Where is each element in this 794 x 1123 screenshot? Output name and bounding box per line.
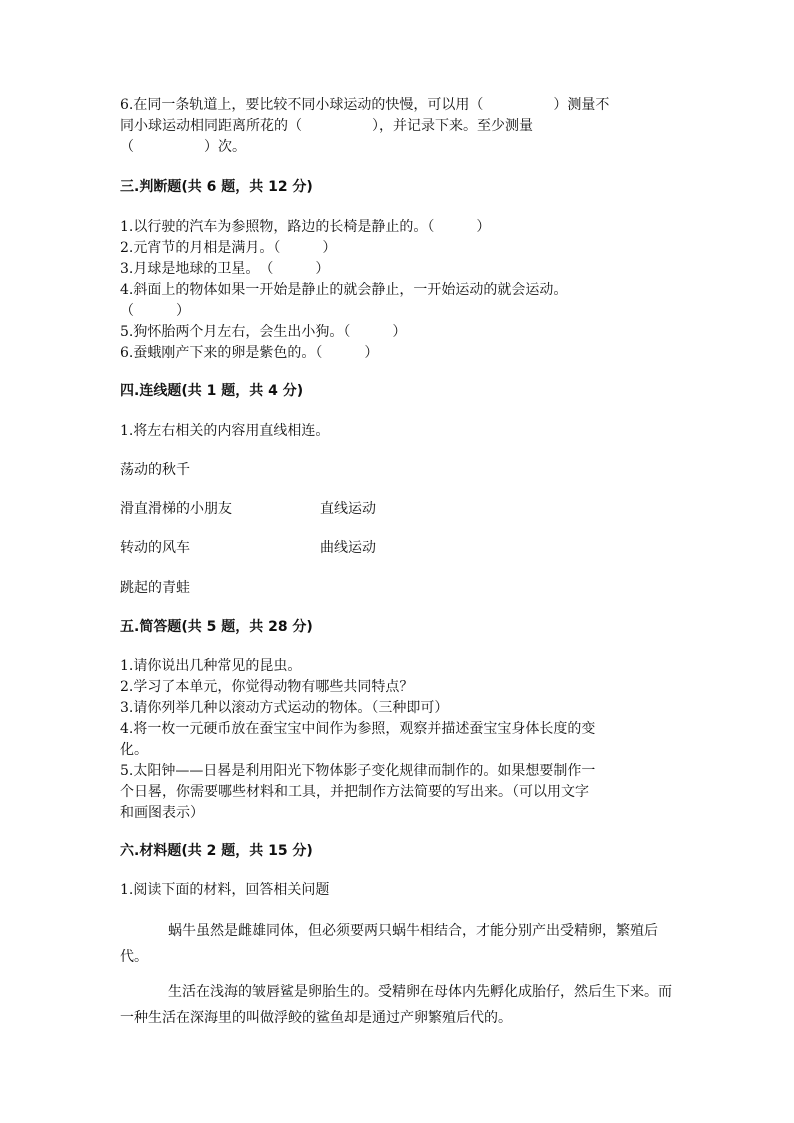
judgement-item: 2.元宵节的月相是满月。（ ） <box>120 240 337 256</box>
text-line: （ ）次。 <box>120 139 246 155</box>
short-answer-item: 和画图表示） <box>120 805 204 821</box>
section-title-judgement: 三.判断题(共 6 题，共 12 分) <box>120 179 313 195</box>
section-title-material: 六.材料题(共 2 题，共 15 分) <box>120 843 313 859</box>
material-question: 1.阅读下面的材料，回答相关问题 <box>120 882 330 898</box>
judgement-item: （ ） <box>120 303 190 319</box>
text-line: 同小球运动相同距离所花的（ ），并记录下来。至少测量 <box>120 118 533 134</box>
short-answer-item: 3.请你列举几种以滚动方式运动的物体。（三种即可） <box>120 700 449 716</box>
matching-left-item: 滑直滑梯的小朋友 <box>120 501 232 517</box>
judgement-item: 1.以行驶的汽车为参照物，路边的长椅是静止的。（ ） <box>120 219 491 235</box>
short-answer-item: 1.请你说出几种常见的昆虫。 <box>120 658 302 674</box>
judgement-question-list <box>120 217 676 364</box>
matching-right-item: 曲线运动 <box>320 540 376 556</box>
matching-right-item: 直线运动 <box>320 501 376 517</box>
question-6-fill-blank <box>120 95 676 158</box>
material-paragraph: 生活在浅海的皱唇鲨是卵胎生的。受精卵在母体内先孵化成胎仔，然后生下来。而一种生活在深海里的叫做浮鲛的鲨鱼却是通过产卵繁殖后代的。 <box>120 984 672 1026</box>
short-answer-item: 2.学习了本单元，你觉得动物有哪些共同特点？ <box>120 679 414 695</box>
judgement-item: 5.狗怀胎两个月左右，会生出小狗。（ ） <box>120 324 407 340</box>
section-title-matching: 四.连线题(共 1 题，共 4 分) <box>120 383 304 399</box>
judgement-item: 3.月球是地球的卫星。 （ ） <box>120 261 330 277</box>
matching-left-item: 荡动的秋千 <box>120 462 190 478</box>
section-title-short-answer: 五.简答题(共 5 题，共 28 分) <box>120 619 313 635</box>
text-line: 6.在同一条轨道上，要比较不同小球运动的快慢，可以用（ ）测量不 <box>120 97 610 113</box>
matching-question: 1.将左右相关的内容用直线相连。 <box>120 423 330 439</box>
matching-left-item: 跳起的青蛙 <box>120 580 190 596</box>
short-answer-item: 化。 <box>120 742 148 758</box>
judgement-item: 4.斜面上的物体如果一开始是静止的就会静止，一开始运动的就会运动。 <box>120 282 568 298</box>
short-answer-item: 4.将一枚一元硬币放在蚕宝宝中间作为参照，观察并描述蚕宝宝身体长度的变 <box>120 721 596 737</box>
short-answer-item: 个日晷，你需要哪些材料和工具，并把制作方法简要的写出来。（可以用文字 <box>120 784 589 800</box>
matching-left-item: 转动的风车 <box>120 540 190 556</box>
short-answer-list <box>120 656 676 824</box>
material-paragraph: 蜗牛虽然是雌雄同体，但必须要两只蜗牛相结合，才能分别产出受精卵，繁殖后代。 <box>120 923 658 965</box>
judgement-item: 6.蚕蛾刚产下来的卵是紫色的。（ ） <box>120 345 379 361</box>
short-answer-item: 5.太阳钟——日晷是利用阳光下物体影子变化规律而制作的。如果想要制作一 <box>120 763 596 779</box>
